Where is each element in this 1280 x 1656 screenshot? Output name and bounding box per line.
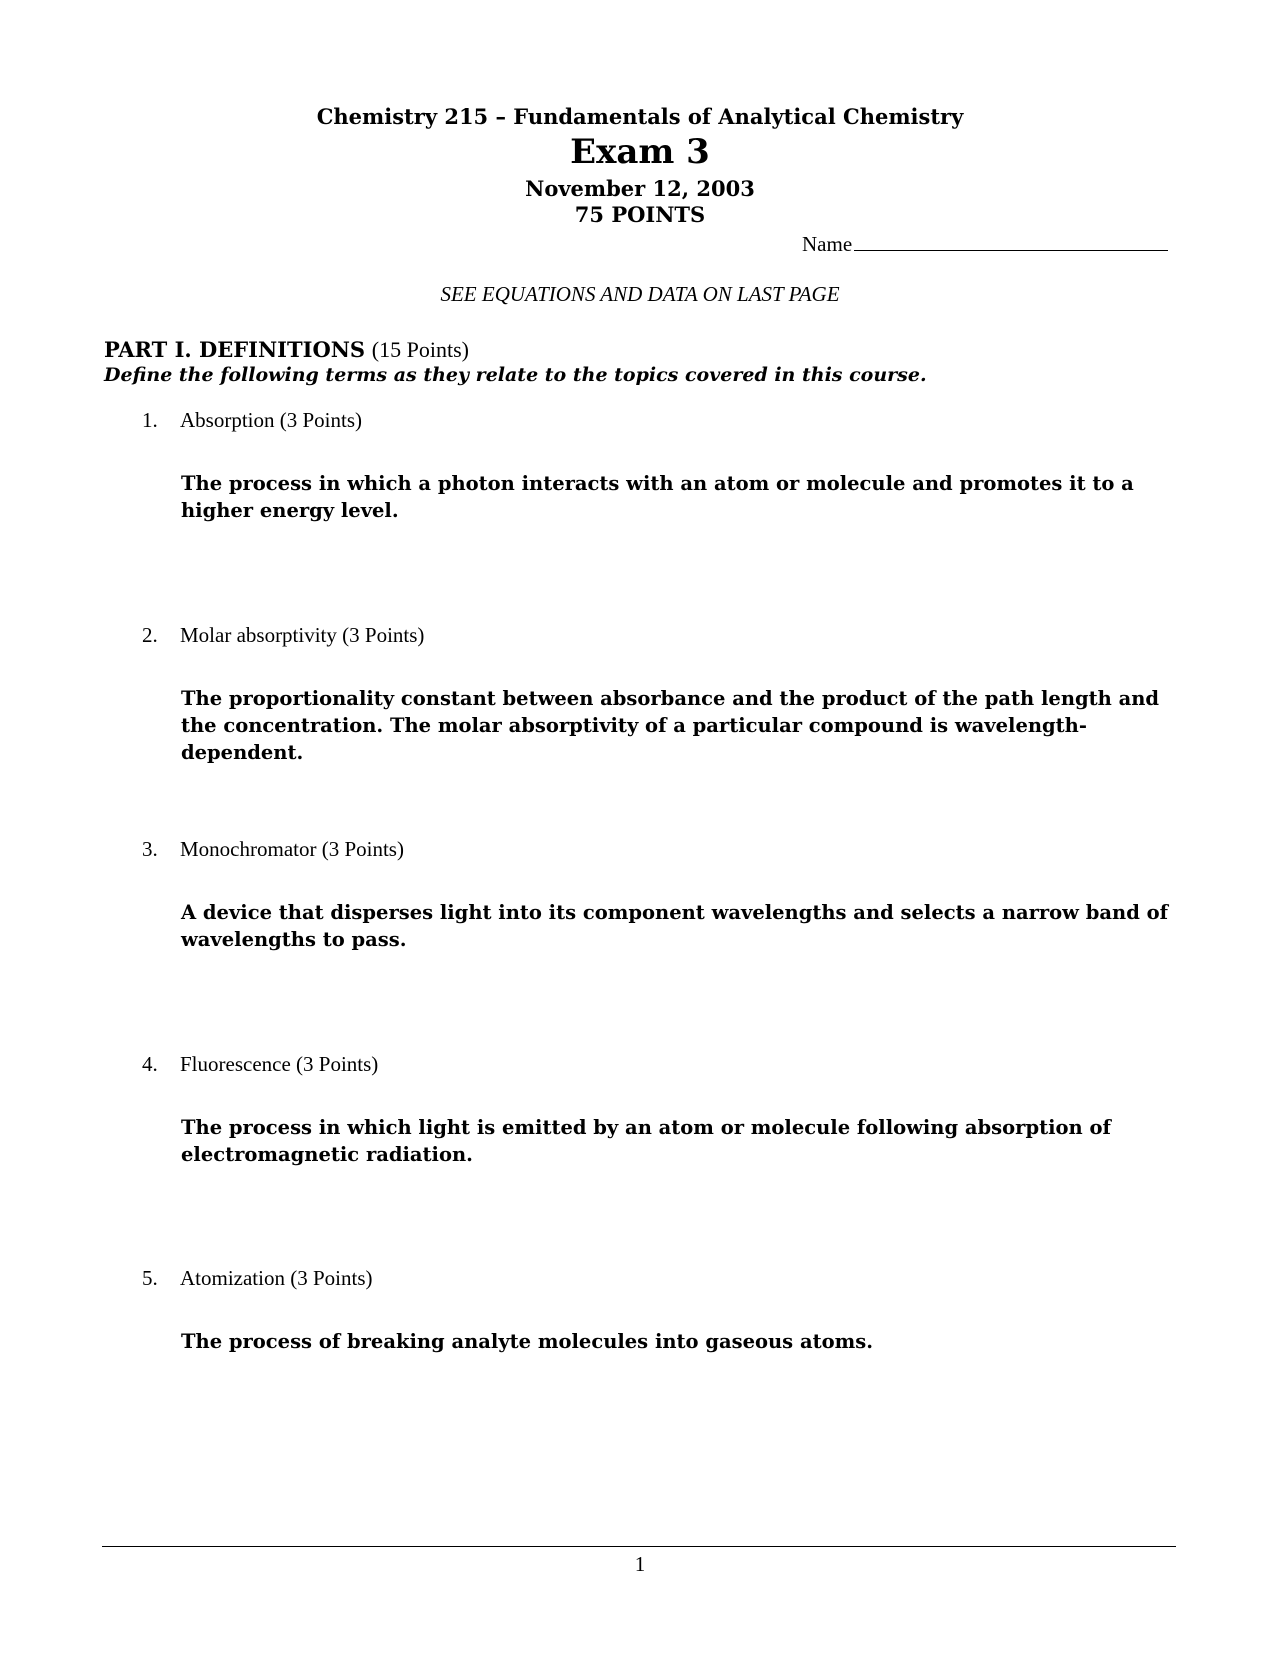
exam-title: Exam 3 — [570, 132, 710, 172]
question-number: 5. — [142, 1266, 158, 1290]
answer-5: The process of breaking analyte molecules into gaseous atoms. — [181, 1330, 873, 1353]
question-4 — [142, 1052, 378, 1077]
question-3 — [142, 837, 404, 862]
part-title: PART I. DEFINITIONS — [104, 337, 366, 362]
name-field — [802, 230, 1168, 257]
question-1 — [142, 408, 362, 433]
question-number: 1. — [142, 408, 158, 432]
answer-3: A device that disperses light into its component wavelengths and selects a narrow band of wavelengths to pass. — [181, 901, 1169, 951]
part-points: (15 Points) — [371, 337, 469, 362]
exam-total-points: 75 POINTS — [574, 202, 706, 227]
equations-note: SEE EQUATIONS AND DATA ON LAST PAGE — [440, 282, 840, 306]
question-term: Molar absorptivity (3 Points) — [180, 623, 425, 647]
course-title: Chemistry 215 – Fundamentals of Analytical Chemistry — [316, 104, 964, 129]
answer-4: The process in which light is emitted by an atom or molecule following absorption of electromagnetic radiation. — [181, 1116, 1111, 1166]
question-number: 3. — [142, 837, 158, 861]
question-term: Atomization (3 Points) — [180, 1266, 373, 1290]
question-number: 2. — [142, 623, 158, 647]
question-5 — [142, 1266, 373, 1291]
footer-divider — [102, 1546, 1176, 1547]
name-label: Name — [802, 232, 853, 256]
question-term: Monochromator (3 Points) — [180, 837, 404, 861]
question-number: 4. — [142, 1052, 158, 1076]
exam-date: November 12, 2003 — [525, 176, 755, 201]
part-heading — [104, 337, 469, 363]
answer-2: The proportionality constant between absorbance and the product of the path length and the concentration. The molar absorptivity of a particular compound is wavelength-dependent. — [181, 687, 1160, 764]
page-number: 1 — [634, 1552, 646, 1576]
question-term: Absorption (3 Points) — [180, 408, 363, 432]
name-blank-line — [854, 230, 1168, 251]
part-instruction: Define the following terms as they relate to the topics covered in this course. — [104, 364, 927, 386]
question-2 — [142, 623, 424, 648]
question-term: Fluorescence (3 Points) — [180, 1052, 379, 1076]
answer-1: The process in which a photon interacts with an atom or molecule and promotes it to a higher energy level. — [181, 472, 1134, 522]
